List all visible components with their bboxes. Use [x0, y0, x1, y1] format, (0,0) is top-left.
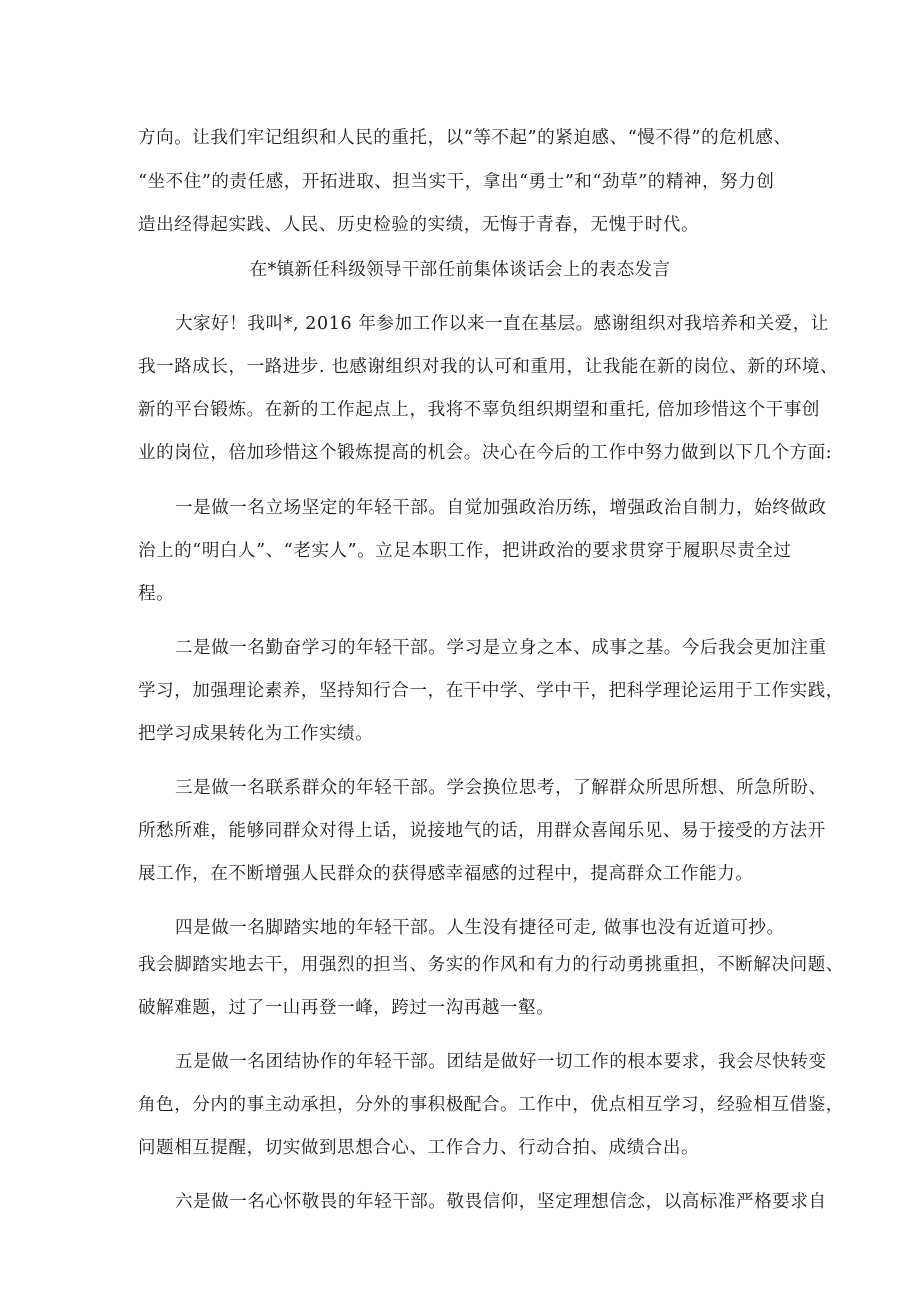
point-two-line: 二是做一名勤奋学习的年轻干部。学习是立身之本、成事之基。今后我会更加注重 — [175, 638, 827, 658]
point-five-line: 问题相互提醒，切实做到思想合心、工作合力、行动合拍、成绩合出。 — [138, 1138, 700, 1158]
intro-line: “坐不住”的责任感，开拓进取、担当实干，拿出“勇士”和“劲草”的精神，努力创 — [138, 172, 775, 192]
point-two-line: 把学习成果转化为工作实绩。 — [138, 724, 374, 744]
point-three-line: 展工作，在不断增强人民群众的获得感幸福感的过程中，提高群众工作能力。 — [138, 864, 754, 884]
point-five-line: 五是做一名团结协作的年轻干部。团结是做好一切工作的根本要求，我会尽快转变 — [175, 1052, 827, 1072]
point-three-line: 三是做一名联系群众的年轻干部。学会换位思考，了解群众所思所想、所急所盼、 — [175, 778, 827, 798]
opening-line: 新的平台锻炼。在新的工作起点上，我将不辜负组织期望和重托, 倍加珍惜这个干事创 — [138, 400, 821, 420]
intro-line: 方向。让我们牢记组织和人民的重托，以“等不起”的紧迫感、“慢不得”的危机感、 — [138, 128, 792, 148]
point-four-line: 我会脚踏实地去干，用强烈的担当、务实的作风和有力的行动勇挑重担，不断解决问题、 — [138, 955, 844, 975]
speech-title: 在*镇新任科级领导干部任前集体谈话会上的表态发言 — [249, 260, 671, 280]
point-four-line: 破解难题，过了一山再登一峰，跨过一沟再越一壑。 — [138, 998, 555, 1018]
opening-line: 大家好！我叫*, 2016 年参加工作以来一直在基层。感谢组织对我培养和关爱，让 — [175, 314, 829, 334]
opening-line: 我一路成长，一路进步. 也感谢组织对我的认可和重用，让我能在新的岗位、新的环境、 — [138, 357, 839, 377]
intro-line: 造出经得起实践、人民、历史检验的实绩，无悔于青春，无愧于时代。 — [138, 215, 700, 235]
point-one-line: 治上的“明白人”、“老实人”。立足本职工作，把讲政治的要求贯穿于履职尽责全过 — [138, 541, 792, 561]
point-five-line: 角色，分内的事主动承担，分外的事积极配合。工作中，优点相互学习，经验相互借鉴， — [138, 1095, 844, 1115]
point-six-line: 六是做一名心怀敬畏的年轻干部。敬畏信仰，坚定理想信念，以高标准严格要求自 — [175, 1192, 827, 1212]
point-one-line: 程。 — [138, 584, 175, 604]
opening-line: 业的岗位，倍加珍惜这个锻炼提高的机会。决心在今后的工作中努力做到以下几个方面: — [138, 443, 833, 463]
point-two-line: 学习，加强理论素养，坚持知行合一，在干中学、学中干，把科学理论运用于工作实践， — [138, 681, 844, 701]
point-one-line: 一是做一名立场坚定的年轻干部。自觉加强政治历练，增强政治自制力，始终做政 — [175, 498, 827, 518]
point-three-line: 所愁所难，能够同群众对得上话，说接地气的话，用群众喜闻乐见、易于接受的方法开 — [138, 821, 826, 841]
point-four-line: 四是做一名脚踏实地的年轻干部。人生没有捷径可走, 做事也没有近道可抄。 — [175, 918, 785, 938]
